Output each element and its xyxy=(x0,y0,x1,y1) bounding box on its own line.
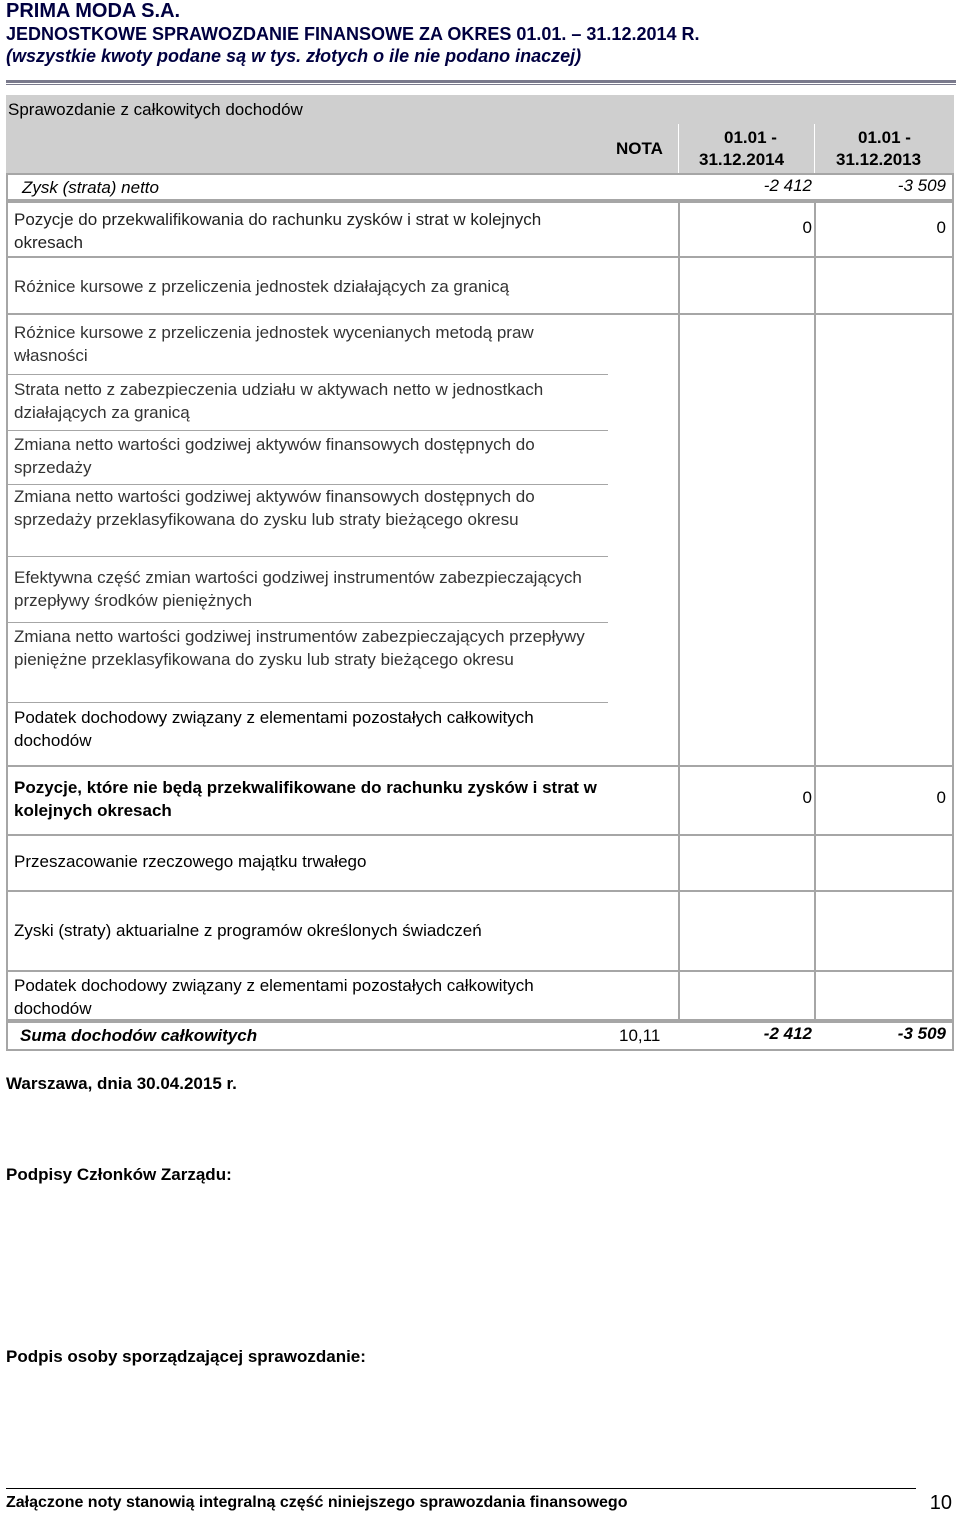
footer-divider xyxy=(6,1488,916,1489)
row-value-2013: 0 xyxy=(936,788,946,807)
row-label: Pozycje do przekwalifikowania do rachunku zysków i strat w kolejnych okresach xyxy=(14,210,542,252)
statement-caption-bar xyxy=(6,95,954,124)
report-title: JEDNOSTKOWE SPRAWOZDANIE FINANSOWE ZA OKRES 01.01. – 31.12.2014 R. xyxy=(6,24,700,44)
total-nota: 10,11 xyxy=(619,1026,661,1045)
column-header-bar xyxy=(6,124,954,173)
total-value-2014: -2 412 xyxy=(763,1024,812,1043)
row-label: Podatek dochodowy związany z elementami pozostałych całkowitych dochodów xyxy=(14,976,534,1018)
row-label: Zmiana netto wartości godziwej instrumentów zabezpieczających przepływy pieniężne przeklasyfikowana do zysku lub straty bieżącego okresu xyxy=(14,627,585,669)
footer-note: Załączone noty stanowią integralną część niniejszego sprawozdania finansowego xyxy=(6,1494,628,1511)
place-date: Warszawa, dnia 30.04.2015 r. xyxy=(6,1074,237,1093)
row-label: Zmiana netto wartości godziwej aktywów finansowych dostępnych do sprzedaży przeklasyfikowana do zysku lub straty bieżącego okresu xyxy=(14,487,535,529)
row-value-2013: 0 xyxy=(936,218,946,237)
row-value-2014: 0 xyxy=(802,218,812,237)
total-label: Suma dochodów całkowitych xyxy=(20,1026,258,1045)
row-label: Różnice kursowe z przeliczenia jednostek działających za granicą xyxy=(14,277,510,296)
row-label: Strata netto z zabezpieczenia udziału w aktywach netto w jednostkach działających za granicą xyxy=(14,380,544,422)
header-divider-thin xyxy=(6,84,956,85)
currency-note: (wszystkie kwoty podane są w tys. złotych o ile nie podano inaczej) xyxy=(6,46,582,66)
row-label: Zmiana netto wartości godziwej aktywów finansowych dostępnych do sprzedaży xyxy=(14,435,535,477)
row-label: Zyski (straty) aktuarialne z programów określonych świadczeń xyxy=(14,921,482,940)
col-nota: NOTA xyxy=(616,139,663,158)
row-label: Pozycje, które nie będą przekwalifikowane do rachunku zysków i strat w kolejnych okresach xyxy=(14,778,597,820)
statement-caption: Sprawozdanie z całkowitych dochodów xyxy=(8,100,303,119)
row-label: Przeszacowanie rzeczowego majątku trwałego xyxy=(14,852,367,871)
col-2014-end: 31.12.2014 xyxy=(699,150,785,169)
row-value-2013: -3 509 xyxy=(897,176,946,195)
header-divider xyxy=(6,80,956,83)
row-label: Podatek dochodowy związany z elementami pozostałych całkowitych dochodów xyxy=(14,708,534,750)
row-label: Zysk (strata) netto xyxy=(22,178,159,197)
preparer-signature: Podpis osoby sporządzającej sprawozdanie: xyxy=(6,1347,366,1366)
col-2013-end: 31.12.2013 xyxy=(836,150,922,169)
row-label: Różnice kursowe z przeliczenia jednostek wycenianych metodą praw własności xyxy=(14,323,534,365)
page-number: 10 xyxy=(929,1492,952,1514)
row-value-2014: -2 412 xyxy=(763,176,812,195)
total-value-2013: -3 509 xyxy=(897,1024,946,1043)
col-2013-start: 01.01 - xyxy=(858,128,911,147)
company-name: PRIMA MODA S.A. xyxy=(6,0,181,22)
col-2014-start: 01.01 - xyxy=(724,128,777,147)
board-signatures: Podpisy Członków Zarządu: xyxy=(6,1165,232,1184)
row-label: Efektywna część zmian wartości godziwej instrumentów zabezpieczających przepływy środków pieniężnych xyxy=(14,568,582,610)
row-value-2014: 0 xyxy=(802,788,812,807)
